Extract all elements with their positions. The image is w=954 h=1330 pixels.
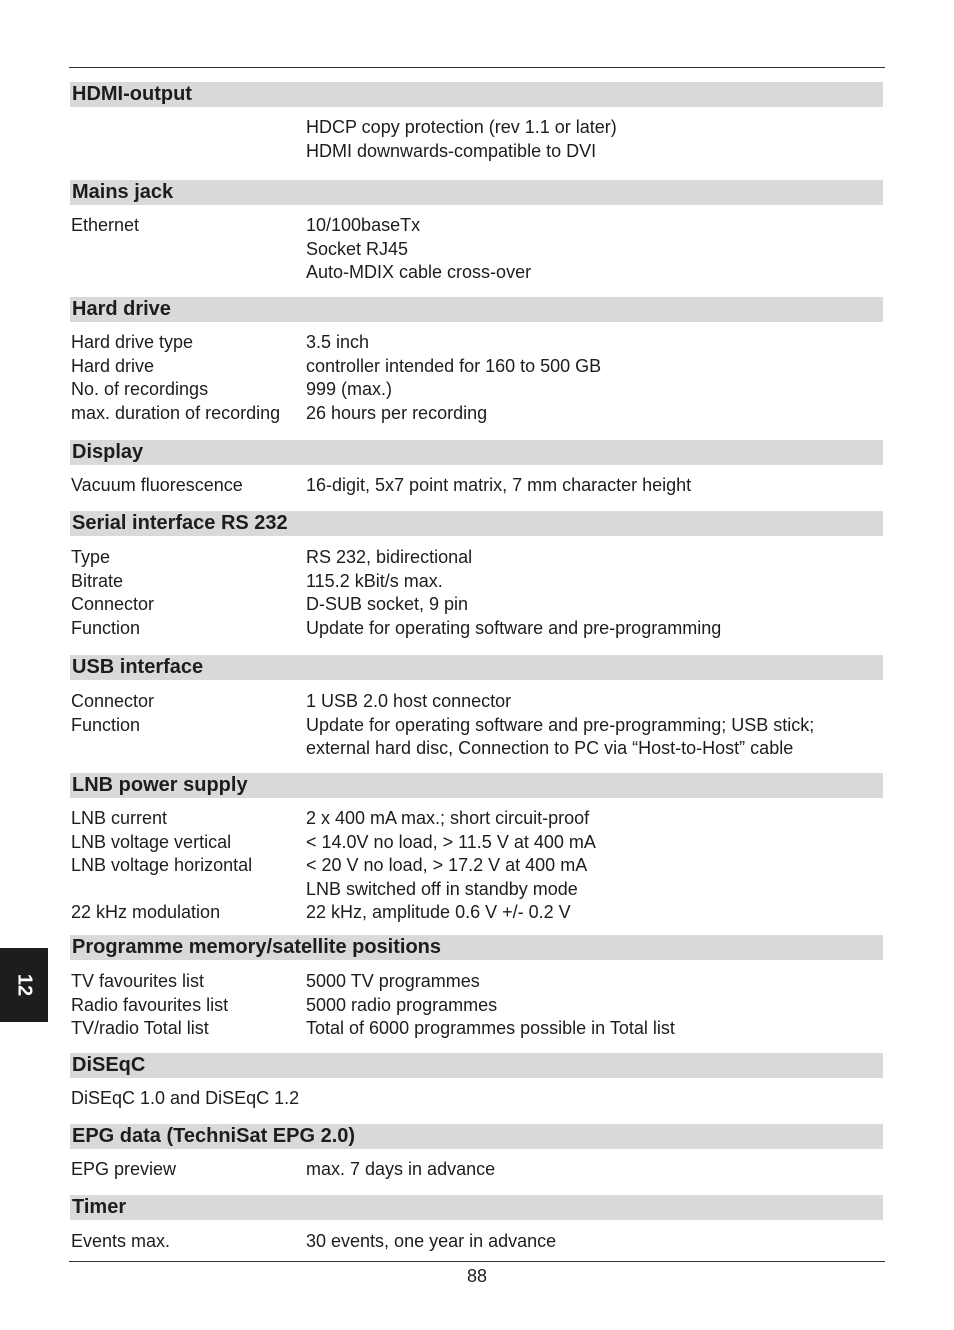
spec-value: 999 (max.) xyxy=(306,379,393,399)
section-title: EPG data (TechniSat EPG 2.0) xyxy=(72,1125,356,1147)
spec-value: HDMI downwards-compatible to DVI xyxy=(306,140,597,161)
spec-label: LNB voltage vertical xyxy=(71,831,232,852)
spec-label: Radio favourites list xyxy=(71,994,229,1015)
section-header xyxy=(70,773,883,798)
section-title: HDMI-output xyxy=(72,83,192,105)
spec-label: Events max. xyxy=(71,1231,171,1251)
section-title: Display xyxy=(72,441,144,463)
spec-label: LNB voltage horizontal xyxy=(71,855,253,875)
spec-label: Vacuum fluorescence xyxy=(71,475,243,495)
section-header xyxy=(70,440,883,465)
spec-label: Function xyxy=(71,617,141,638)
spec-label: Type xyxy=(71,547,111,567)
section-title: DiSEqC xyxy=(72,1054,146,1076)
spec-label: DiSEqC 1.0 and DiSEqC 1.2 xyxy=(71,1088,300,1108)
chapter-tab-label: 12 xyxy=(13,973,36,997)
section-header xyxy=(70,655,883,680)
spec-value: 5000 TV programmes xyxy=(306,971,480,991)
spec-value: 30 events, one year in advance xyxy=(306,1231,557,1251)
section-header xyxy=(70,1195,883,1220)
spec-value: controller intended for 160 to 500 GB xyxy=(306,355,602,376)
spec-value: max. 7 days in advance xyxy=(306,1159,496,1179)
section-title: Serial interface RS 232 xyxy=(72,512,288,534)
chapter-tab xyxy=(0,948,48,1022)
spec-value: RS 232, bidirectional xyxy=(306,547,473,567)
spec-value: LNB switched off in standby mode xyxy=(306,878,578,899)
section-title: Programme memory/satellite positions xyxy=(72,936,442,958)
section-header xyxy=(70,511,883,536)
spec-label: TV favourites list xyxy=(71,971,205,991)
spec-label: Ethernet xyxy=(71,215,140,235)
spec-value: Total of 6000 programmes possible in Total list xyxy=(306,1018,675,1038)
section-header xyxy=(70,82,883,107)
section-header xyxy=(70,1053,883,1078)
spec-value: 3.5 inch xyxy=(306,332,370,352)
section-header xyxy=(70,1124,883,1149)
spec-value: < 20 V no load, > 17.2 V at 400 mA xyxy=(306,855,588,875)
page-number: 88 xyxy=(466,1266,488,1286)
spec-label: max. duration of recording xyxy=(71,402,281,423)
spec-value: 5000 radio programmes xyxy=(306,994,498,1015)
spec-value: Update for operating software and pre-programming; USB stick; xyxy=(306,714,815,735)
spec-label: Hard drive type xyxy=(71,332,194,352)
spec-value: Auto-MDIX cable cross-over xyxy=(306,262,532,282)
spec-label: No. of recordings xyxy=(71,379,209,399)
spec-value: HDCP copy protection (rev 1.1 or later) xyxy=(306,117,617,137)
spec-label: LNB current xyxy=(71,808,168,828)
section-header xyxy=(70,935,883,960)
spec-label: Connector xyxy=(71,594,155,614)
section-title: Mains jack xyxy=(72,181,174,203)
section-header xyxy=(70,297,883,322)
top-rule xyxy=(69,67,885,68)
section-title: LNB power supply xyxy=(72,774,248,796)
spec-value: < 14.0V no load, > 11.5 V at 400 mA xyxy=(306,831,596,852)
spec-label: Hard drive xyxy=(71,355,155,376)
section-title: Hard drive xyxy=(72,298,171,320)
section-header xyxy=(70,180,883,205)
spec-value: Socket RJ45 xyxy=(306,238,409,259)
spec-value: 115.2 kBit/s max. xyxy=(306,570,443,591)
spec-value: 2 x 400 mA max.; short circuit-proof xyxy=(306,808,590,828)
section-title: USB interface xyxy=(72,656,204,678)
section-title: Timer xyxy=(72,1196,127,1218)
spec-value: external hard disc, Connection to PC via “Host-to-Host” cable xyxy=(306,738,794,758)
spec-label: Bitrate xyxy=(71,570,124,591)
spec-label: Connector xyxy=(71,691,155,711)
spec-label: 22 kHz modulation xyxy=(71,902,221,922)
spec-label: TV/radio Total list xyxy=(71,1018,209,1038)
spec-value: 10/100baseTx xyxy=(306,215,421,235)
spec-value: 26 hours per recording xyxy=(306,402,488,423)
spec-label: EPG preview xyxy=(71,1159,177,1179)
spec-value: D-SUB socket, 9 pin xyxy=(306,594,469,614)
spec-value: 16-digit, 5x7 point matrix, 7 mm character height xyxy=(306,475,692,495)
spec-value: 22 kHz, amplitude 0.6 V +/- 0.2 V xyxy=(306,902,571,922)
bottom-rule xyxy=(69,1261,885,1262)
spec-value: 1 USB 2.0 host connector xyxy=(306,691,512,711)
spec-value: Update for operating software and pre-programming xyxy=(306,617,722,638)
spec-label: Function xyxy=(71,714,141,735)
